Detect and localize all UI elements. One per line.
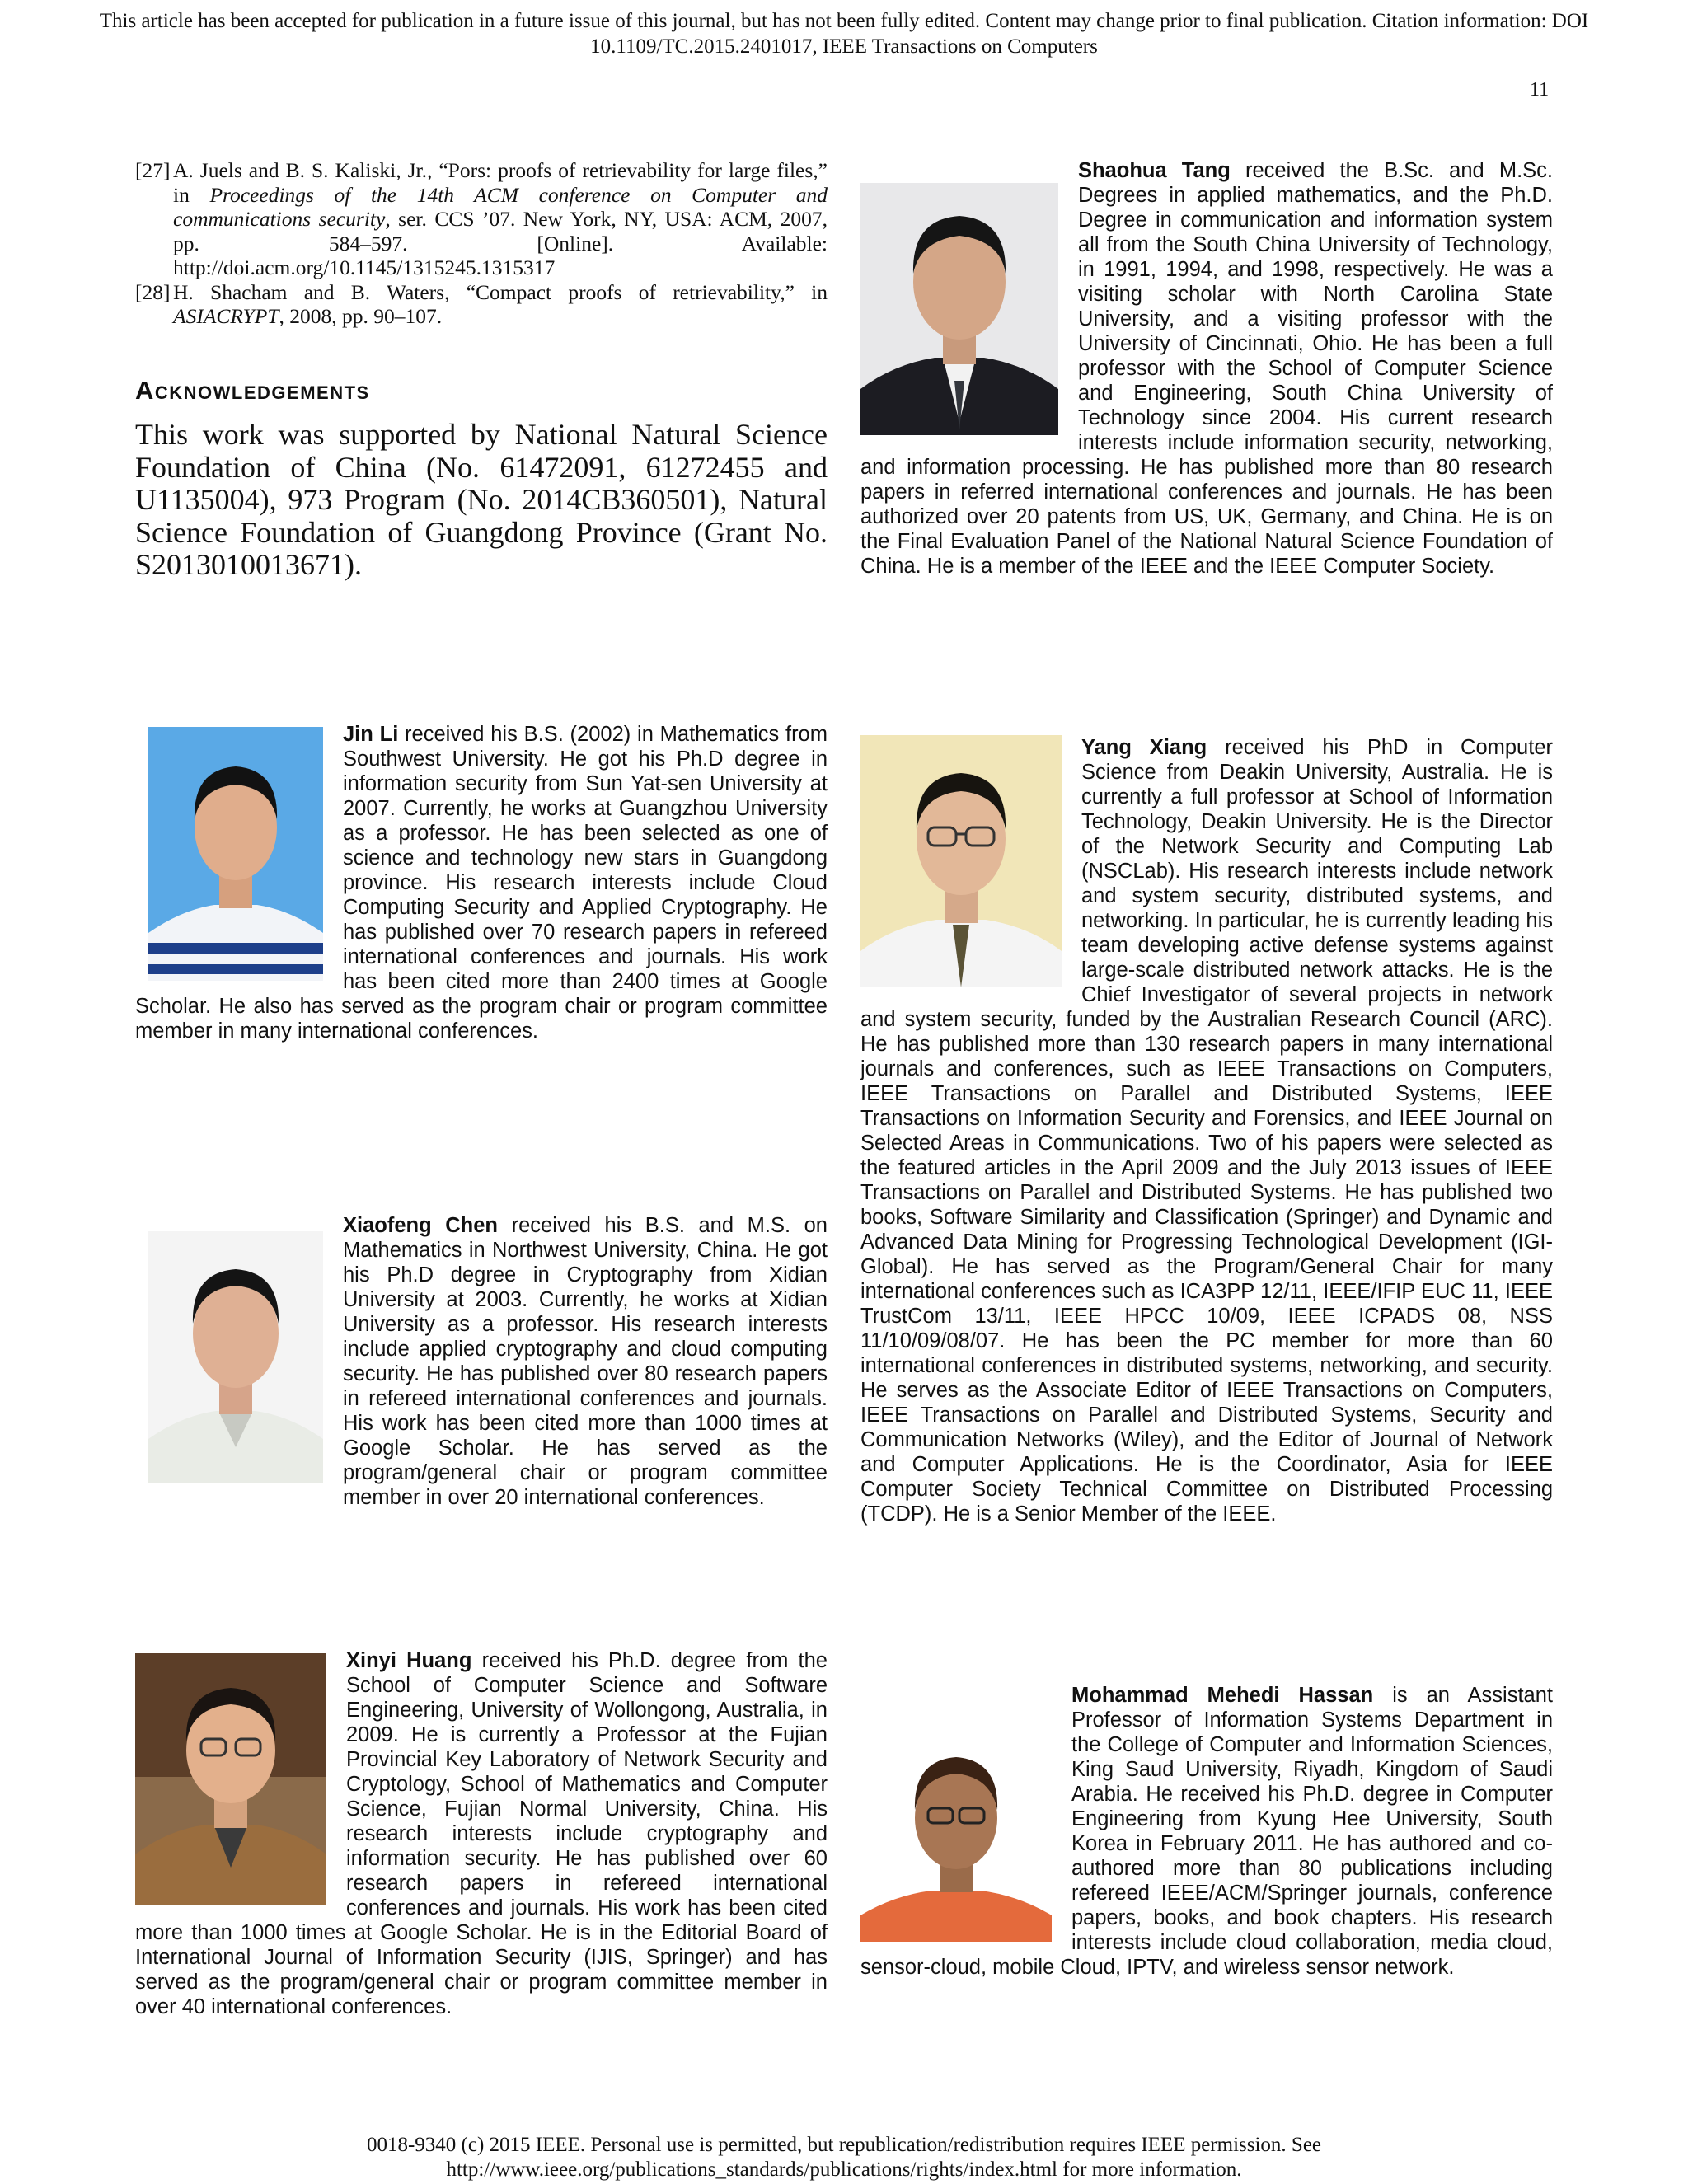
bio-text: received his PhD in Computer Science from Deakin University, Australia. He is currently a full professor at School of Information Technology, Deakin University. He is the Director of the Network Security and Computing Lab (NSCLab). His research interests include network and system security, distributed systems, and networking. In particular, he is currently leading his team developing active defense systems against large-scale distributed network attacks. He is the Chief Investigator of several projects in network and system security, funded by the Australian Research Council (ARC). He has published more than 130 research papers in many international journals and conferences, such as IEEE Transactions on Computers, IEEE Transactions on Parallel and Distributed Systems, IEEE Transactions on Information Security and Forensics, and IEEE Journal on Selected Areas in Communications. Two of his papers were selected as the featured articles in the April 2009 and the July 2013 issues of IEEE Transactions on Parallel and Distributed Systems. He has published two books, Software Similarity and Classification (Springer) and Dynamic and Advanced Data Mining for Progressing Technological Development (IGI-Global). He has served as the Program/General Chair for many international conferences such as ICA3PP 12/11, IEEE/IFIP EUC 11, IEEE TrustCom 13/11, IEEE HPCC 10/09, IEEE ICPADS 08, NSS 11/10/09/08/07. He has been the PC member for more than 60 international conferences in distributed systems, networking, and security. He serves as the Associate Editor of IEEE Transactions on Computers, IEEE Transactions on Parallel and Distributed Systems, Security and Communication Networks (Wiley), and the Editor of Journal of Network and Computer Applications. He is the Coordinator, Asia for IEEE Computer Society Technical Committee on Distributed Processing (TCDP). He is a Senior Member of the IEEE. <box>860 736 1554 1526</box>
bio-text: received his B.S. (2002) in Mathematics from Southwest University. He got his Ph.D degree in information security from Sun Yat-sen University at 2007. Currently, he works at Guangzhou University as a professor. He has been selected as one of science and technology new stars in Guangdong province. His research interests include Cloud Computing Security and Applied Cryptography. He has published over 70 research papers in refereed international conferences and journals. His work has been cited more than 2400 times at Google Scholar. He also has served as the program chair or program committee member in many international conferences. <box>135 723 828 1043</box>
author-name: Xiaofeng Chen <box>343 1214 499 1237</box>
footer-line-1: 0018-9340 (c) 2015 IEEE. Personal use is permitted, but republication/redistribution requires IEEE permission. See <box>366 2134 1322 2156</box>
page-number: 11 <box>1530 79 1550 101</box>
acknowledgements-body: This work was supported by National Natural Science Foundation of China (No. 61472091, 61272455 and U1135004), 973 Program (No. 2014CB360501), Natural Science Foundation of Guangdong Province (Grant No. S2013010013671). <box>135 418 828 581</box>
notice-line-2: 10.1109/TC.2015.2401017, IEEE Transactions on Computers <box>590 35 1098 58</box>
reference-authors: A. Juels and B. S. Kaliski, Jr., “Pors: proofs of retrievability for large files,” in <box>173 158 828 207</box>
bio-jin-li <box>135 722 828 1043</box>
bio-text: is an Assistant Professor of Information Systems Department in the College of Computer and Information Sciences, King Saud University, Riyadh, Kingdom of Saudi Arabia. He received his Ph.D. degree in Computer Engineering from Kyung Hee University, South Korea in February 2011. He has authored and co-authored more than 80 publications including refereed IEEE/ACM/Springer journals, conference papers, books, and book chapters. His research interests include cloud collaboration, media cloud, sensor-cloud, mobile Cloud, IPTV, and wireless sensor network. <box>860 1684 1553 1979</box>
reference-authors: H. Shacham and B. Waters, “Compact proofs of retrievability,” in <box>173 279 828 304</box>
author-name: Mohammad Mehedi Hassan <box>1071 1684 1374 1707</box>
reference-item <box>135 280 828 329</box>
reference-text <box>173 158 828 280</box>
reference-venue: Proceedings of the 14th ACM conference on Computer and communications security <box>173 182 828 231</box>
reference-venue: ASIACRYPT <box>173 304 279 328</box>
bio-yang-xiang <box>860 735 1553 1526</box>
footer-line-2: http://www.ieee.org/publications_standards/publications/rights/index.html for more information. <box>446 2158 1242 2181</box>
reference-text <box>173 280 828 329</box>
references-list <box>135 158 828 329</box>
author-photo-huang <box>135 1653 326 1905</box>
copyright-footer <box>0 2133 1688 2182</box>
reference-number: [28] <box>135 279 171 304</box>
reference-details: , 2008, pp. 90–107. <box>279 304 443 328</box>
publication-notice <box>0 8 1688 59</box>
bio-text: received his B.S. and M.S. on Mathematics in Northwest University, China. He got his Ph.D degree in Cryptography from Xidian University at 2003. Currently, he works at Xidian University as a professor. His research interests include applied cryptography and cloud computing security. He has published over 80 research papers in refereed international conferences and journals. His work has been cited more than 1000 times at Google Scholar. He has served as the program/general chair or program committee member in over 20 international conferences. <box>343 1214 828 1509</box>
bio-xinyi-huang <box>135 1648 828 2019</box>
bio-shaohua-tang <box>860 158 1553 579</box>
bio-xiaofeng-chen <box>135 1213 828 1510</box>
author-name: Xinyi Huang <box>346 1649 472 1672</box>
author-photo-tang <box>860 183 1058 435</box>
author-name: Shaohua Tang <box>1078 159 1231 182</box>
reference-number: [27] <box>135 158 171 182</box>
bio-text: received the B.Sc. and M.Sc. Degrees in applied mathematics, and the Ph.D. Degree in communication and information system all from the South China University of Technology, in 1991, 1994, and 1998, respectively. He was a visiting scholar with North Carolina State University, and a visiting professor with the University of Cincinnati, Ohio. He has been a full professor with the School of Computer Science and Engineering, South China University of Technology since 2004. His current research interests include information security, networking, and information processing. He has published more than 80 research papers in referred international conferences and journals. He has been authorized over 20 patents from US, UK, Germany, and China. He is on the Final Evaluation Panel of the National Natural Science Foundation of China. He is a member of the IEEE and the IEEE Computer Society. <box>860 159 1553 578</box>
acknowledgements-heading: Acknowledgements <box>135 376 370 405</box>
bio-mohammad-mehedi-hassan <box>860 1683 1553 1980</box>
author-name: Yang Xiang <box>1081 736 1207 759</box>
author-photo-xiang <box>860 735 1062 987</box>
author-photo-hassan <box>860 1727 1052 1942</box>
author-photo-chen <box>148 1231 323 1483</box>
reference-item <box>135 158 828 280</box>
reference-details: , ser. CCS ’07. New York, NY, USA: ACM, 2007, pp. 584–597. [Online]. Available: http://doi.acm.org/10.1145/1315245.1315317 <box>173 207 828 279</box>
notice-line-1: This article has been accepted for publication in a future issue of this journal, but has not been fully edited. Content may change prior to final publication. Citation information: DOI <box>99 10 1589 32</box>
bio-text: received his Ph.D. degree from the School of Computer Science and Software Engineering, University of Wollongong, Australia, in 2009. He is currently a Professor at the Fujian Provincial Key Laboratory of Network Security and Cryptology, School of Mathematics and Computer Science, Fujian Normal University, China. His research interests include cryptography and information security. He has published over 60 research papers in refereed international conferences and journals. His work has been cited more than 1000 times at Google Scholar. He is in the Editorial Board of International Journal of Information Security (IJIS, Springer) and has served as the program/general chair or program committee member in over 40 international conferences. <box>135 1649 828 2018</box>
author-photo-li <box>148 727 323 981</box>
author-name: Jin Li <box>343 723 399 746</box>
